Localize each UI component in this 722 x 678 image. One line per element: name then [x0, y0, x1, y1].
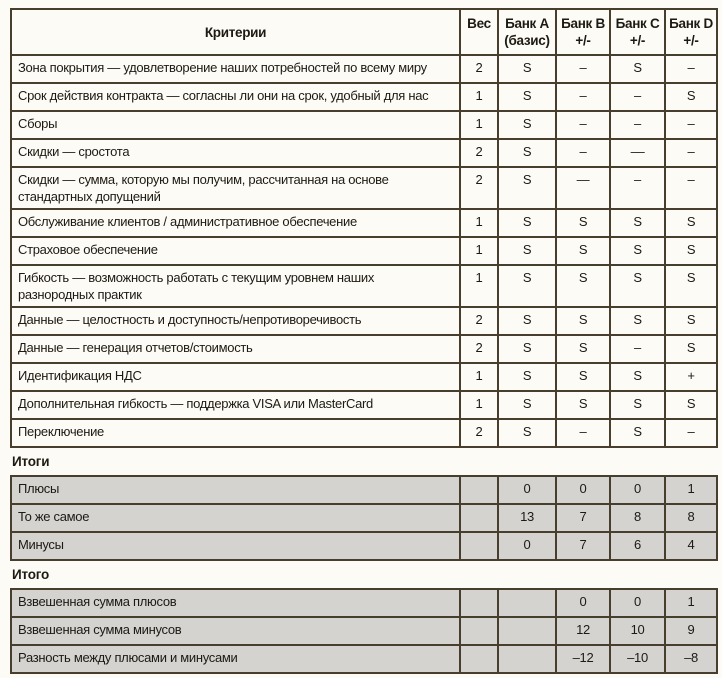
bank-c-value: 8	[610, 504, 665, 532]
bank-c-value: S	[610, 209, 665, 237]
bank-a-value: S	[498, 335, 556, 363]
weight-value: 1	[460, 237, 498, 265]
subtotal-label: То же самое	[11, 504, 460, 532]
bank-d-value: +	[665, 363, 717, 391]
totals-heading: Итого	[12, 567, 50, 582]
criterion-row	[11, 111, 717, 139]
bank-d-value: S	[665, 307, 717, 335]
bank-c-value: S	[610, 55, 665, 83]
subtotal-label: Плюсы	[11, 476, 460, 504]
criterion-label: Зона покрытия — удовлетворение наших потребностей по всему миру	[11, 55, 460, 83]
criterion-label: Идентификация НДС	[11, 363, 460, 391]
subtotal-row	[11, 476, 717, 504]
weight-value: 2	[460, 55, 498, 83]
bank-c-value: 0	[610, 589, 665, 617]
bank-c-value: S	[610, 307, 665, 335]
subtotal-label: Минусы	[11, 532, 460, 560]
criterion-label: Сборы	[11, 111, 460, 139]
weight-value: 2	[460, 335, 498, 363]
bank-c-value: –	[610, 167, 665, 209]
weight-value: 2	[460, 419, 498, 447]
weight-value: 1	[460, 111, 498, 139]
header-criteria: Критерии	[11, 9, 460, 55]
bank-d-value: –	[665, 111, 717, 139]
header-weight: Вес	[460, 9, 498, 55]
criterion-row	[11, 55, 717, 83]
bank-c-sub: +/-	[629, 33, 646, 48]
header-row	[11, 9, 717, 55]
criterion-row	[11, 139, 717, 167]
subtotals-heading: Итоги	[12, 454, 50, 469]
subtotal-row	[11, 504, 717, 532]
bank-b-value: 7	[556, 532, 610, 560]
bank-b-value: –	[556, 419, 610, 447]
bank-c-value: 0	[610, 476, 665, 504]
bank-a-value	[498, 645, 556, 673]
total-label: Взвешенная сумма минусов	[11, 617, 460, 645]
criterion-row	[11, 307, 717, 335]
criterion-label: Скидки — сумма, которую мы получим, рассчитанная на основе стандартных допущений	[11, 167, 460, 209]
bank-c-value: S	[610, 419, 665, 447]
weight-value: 1	[460, 83, 498, 111]
subtotals-table	[10, 475, 718, 561]
criterion-row	[11, 237, 717, 265]
bank-c-name: Банк C	[615, 16, 660, 31]
bank-d-value: S	[665, 83, 717, 111]
bank-d-value: S	[665, 391, 717, 419]
bank-a-value: S	[498, 139, 556, 167]
bank-d-value: –	[665, 419, 717, 447]
bank-c-value: –10	[610, 645, 665, 673]
criterion-row	[11, 167, 717, 209]
header-bank-d	[665, 9, 717, 55]
criterion-label: Дополнительная гибкость — поддержка VISA или MasterCard	[11, 391, 460, 419]
bank-b-value: S	[556, 265, 610, 307]
total-row	[11, 589, 717, 617]
bank-d-name: Банк D	[669, 16, 713, 31]
bank-d-value: –	[665, 139, 717, 167]
bank-d-value: 9	[665, 617, 717, 645]
bank-c-value: S	[610, 363, 665, 391]
total-label: Взвешенная сумма плюсов	[11, 589, 460, 617]
bank-b-value: 0	[556, 476, 610, 504]
criterion-label: Данные — генерация отчетов/стоимость	[11, 335, 460, 363]
bank-d-value: 4	[665, 532, 717, 560]
bank-d-value: –	[665, 55, 717, 83]
criterion-label: Данные — целостность и доступность/непротиворечивость	[11, 307, 460, 335]
bank-b-value: 12	[556, 617, 610, 645]
criteria-table	[10, 8, 718, 448]
bank-c-value: S	[610, 391, 665, 419]
bank-a-value: S	[498, 363, 556, 391]
bank-d-value: –	[665, 167, 717, 209]
bank-c-value: –	[610, 111, 665, 139]
bank-b-value: –	[556, 55, 610, 83]
bank-b-value: S	[556, 237, 610, 265]
total-row	[11, 645, 717, 673]
bank-a-value: S	[498, 167, 556, 209]
bank-d-value: 8	[665, 504, 717, 532]
bank-a-name: Банк A	[505, 16, 549, 31]
bank-d-value: –8	[665, 645, 717, 673]
bank-d-value: 1	[665, 476, 717, 504]
criterion-label: Обслуживание клиентов / административное обеспечение	[11, 209, 460, 237]
bank-a-value: 0	[498, 532, 556, 560]
bank-a-value: S	[498, 237, 556, 265]
weight-value: 1	[460, 363, 498, 391]
bank-b-name: Банк B	[561, 16, 605, 31]
weight-value: 1	[460, 209, 498, 237]
bank-c-value: –	[610, 83, 665, 111]
bank-a-sub: (базис)	[504, 33, 550, 48]
bank-d-value: S	[665, 265, 717, 307]
weight-value	[460, 476, 498, 504]
bank-a-value	[498, 589, 556, 617]
bank-b-value: –	[556, 111, 610, 139]
bank-a-value: S	[498, 391, 556, 419]
bank-a-value	[498, 617, 556, 645]
bank-b-value: 7	[556, 504, 610, 532]
bank-b-value: 0	[556, 589, 610, 617]
bank-d-value: S	[665, 209, 717, 237]
criterion-row	[11, 419, 717, 447]
bank-b-value: S	[556, 363, 610, 391]
criterion-row	[11, 391, 717, 419]
bank-c-value: S	[610, 237, 665, 265]
totals-table	[10, 588, 718, 674]
weight-value	[460, 617, 498, 645]
bank-b-value: –	[556, 83, 610, 111]
bank-c-value: S	[610, 265, 665, 307]
bank-c-value: 10	[610, 617, 665, 645]
criterion-label: Гибкость — возможность работать с текущим уровнем наших разнородных практик	[11, 265, 460, 307]
header-bank-c	[610, 9, 665, 55]
bank-d-value: 1	[665, 589, 717, 617]
weight-value: 2	[460, 307, 498, 335]
criterion-row	[11, 335, 717, 363]
weight-value	[460, 589, 498, 617]
weight-value: 1	[460, 265, 498, 307]
criterion-row	[11, 83, 717, 111]
bank-a-value: 0	[498, 476, 556, 504]
weight-value	[460, 504, 498, 532]
bank-a-value: S	[498, 111, 556, 139]
bank-b-value: —	[556, 167, 610, 209]
criterion-label: Страховое обеспечение	[11, 237, 460, 265]
bank-a-value: S	[498, 83, 556, 111]
bank-b-value: –	[556, 139, 610, 167]
criterion-row	[11, 363, 717, 391]
bank-b-value: S	[556, 307, 610, 335]
bank-d-value: S	[665, 237, 717, 265]
criterion-label: Срок действия контракта — согласны ли они на срок, удобный для нас	[11, 83, 460, 111]
bank-a-value: S	[498, 307, 556, 335]
criterion-row	[11, 265, 717, 307]
bank-b-sub: +/-	[575, 33, 591, 48]
subtotal-row	[11, 532, 717, 560]
bank-c-value: ––	[610, 139, 665, 167]
bank-b-value: –12	[556, 645, 610, 673]
bank-d-sub: +/-	[683, 33, 699, 48]
criterion-label: Скидки — сростота	[11, 139, 460, 167]
bank-a-value: S	[498, 209, 556, 237]
weight-value: 1	[460, 391, 498, 419]
bank-b-value: S	[556, 391, 610, 419]
bank-b-value: S	[556, 209, 610, 237]
weight-value	[460, 532, 498, 560]
bank-d-value: S	[665, 335, 717, 363]
header-bank-a	[498, 9, 556, 55]
bank-c-value: –	[610, 335, 665, 363]
bank-a-value: S	[498, 55, 556, 83]
bank-c-value: 6	[610, 532, 665, 560]
bank-a-value: S	[498, 419, 556, 447]
total-label: Разность между плюсами и минусами	[11, 645, 460, 673]
criterion-label: Переключение	[11, 419, 460, 447]
weight-value: 2	[460, 167, 498, 209]
header-bank-b	[556, 9, 610, 55]
criterion-row	[11, 209, 717, 237]
bank-b-value: S	[556, 335, 610, 363]
bank-a-value: S	[498, 265, 556, 307]
bank-a-value: 13	[498, 504, 556, 532]
total-row	[11, 617, 717, 645]
weight-value: 2	[460, 139, 498, 167]
weight-value	[460, 645, 498, 673]
